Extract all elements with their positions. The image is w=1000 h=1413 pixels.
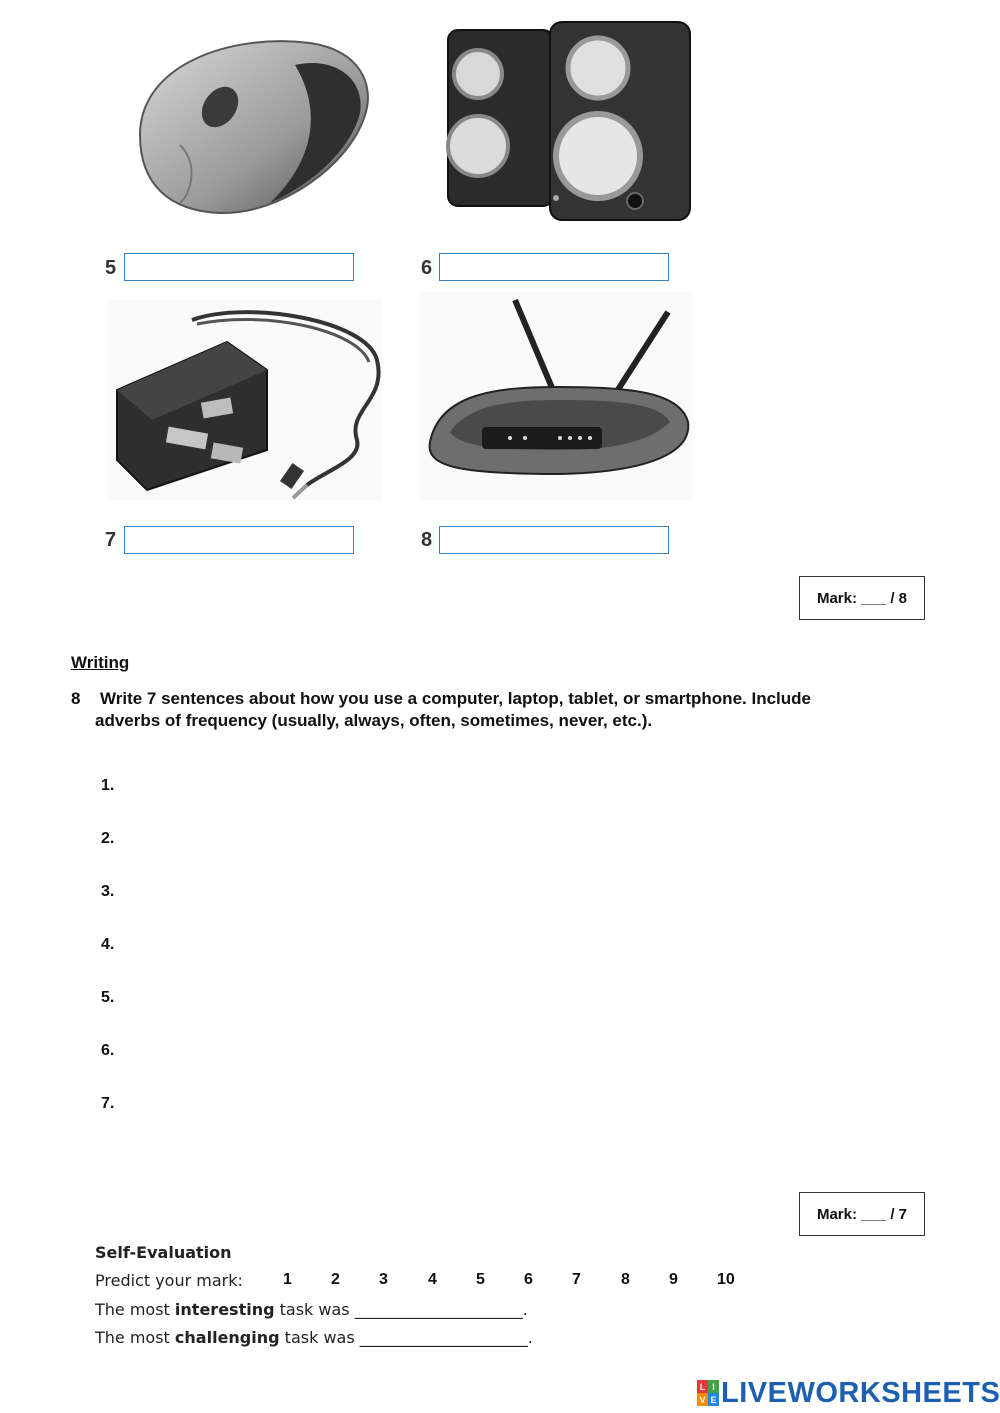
sentence-2: 2.: [101, 830, 115, 847]
challenging-bold: challenging: [174, 1328, 280, 1347]
task-instruction-line2: adverbs of frequency (usually, always, often, sometimes, never, etc.).: [95, 711, 653, 730]
speakers-image: [420, 16, 692, 224]
mark-option: 6: [524, 1271, 533, 1288]
interesting-task-line: [95, 1300, 528, 1319]
badge-letter: L: [697, 1380, 708, 1393]
item-number-7: 7: [105, 529, 117, 551]
sentence-4: 4.: [101, 936, 115, 953]
charger-image: [107, 300, 382, 500]
interesting-suffix: task was _____________________.: [274, 1300, 528, 1319]
mark-option: 5: [476, 1271, 485, 1288]
sentence-7: 7.: [101, 1095, 115, 1112]
predict-mark-label: Predict your mark:: [95, 1271, 243, 1290]
mark-option: 8: [621, 1271, 630, 1288]
answer-input-5[interactable]: [124, 253, 354, 281]
mark-option: 10: [717, 1271, 735, 1288]
logo-text: LIVEWORKSHEETS: [721, 1376, 1000, 1409]
challenging-suffix: task was _____________________.: [279, 1328, 533, 1347]
router-image: [420, 292, 692, 500]
answer-input-8[interactable]: [439, 526, 669, 554]
mark-text: Mark: ___ / 8: [816, 589, 908, 607]
challenging-task-line: [95, 1328, 533, 1347]
mark-option: 1: [283, 1271, 292, 1288]
task-instruction-line1: Write 7 sentences about how you use a computer, laptop, tablet, or smartphone. Include: [100, 689, 811, 708]
sentence-3: 3.: [101, 883, 115, 900]
mark-option: 4: [428, 1271, 437, 1288]
answer-input-6[interactable]: [439, 253, 669, 281]
liveworksheets-logo[interactable]: [697, 1376, 1000, 1410]
item-number-8: 8: [421, 529, 433, 551]
badge-letter: V: [697, 1393, 708, 1406]
mark-option: 2: [331, 1271, 340, 1288]
mark-box-exercise: [799, 576, 925, 620]
sentence-6: 6.: [101, 1042, 115, 1059]
challenging-prefix: The most: [95, 1328, 175, 1347]
mark-option: 9: [669, 1271, 678, 1288]
item-number-5: 5: [105, 257, 117, 279]
sentence-5: 5.: [101, 989, 115, 1006]
mark-box-writing: [799, 1192, 925, 1236]
item-number-6: 6: [421, 257, 433, 279]
mouse-image: [120, 25, 382, 225]
logo-badge-icon: [697, 1380, 719, 1406]
task-number: 8: [71, 689, 81, 708]
mark-option: 7: [572, 1271, 581, 1288]
mark-option: 3: [379, 1271, 388, 1288]
section-title-writing: Writing: [71, 653, 130, 672]
badge-letter: I: [708, 1380, 719, 1393]
sentence-1: 1.: [101, 777, 115, 794]
interesting-bold: interesting: [174, 1300, 275, 1319]
badge-letter: E: [708, 1393, 719, 1406]
mark-text: Mark: ___ / 7: [816, 1205, 908, 1223]
self-evaluation-title: Self-Evaluation: [95, 1243, 232, 1262]
answer-input-7[interactable]: [124, 526, 354, 554]
interesting-prefix: The most: [95, 1300, 175, 1319]
